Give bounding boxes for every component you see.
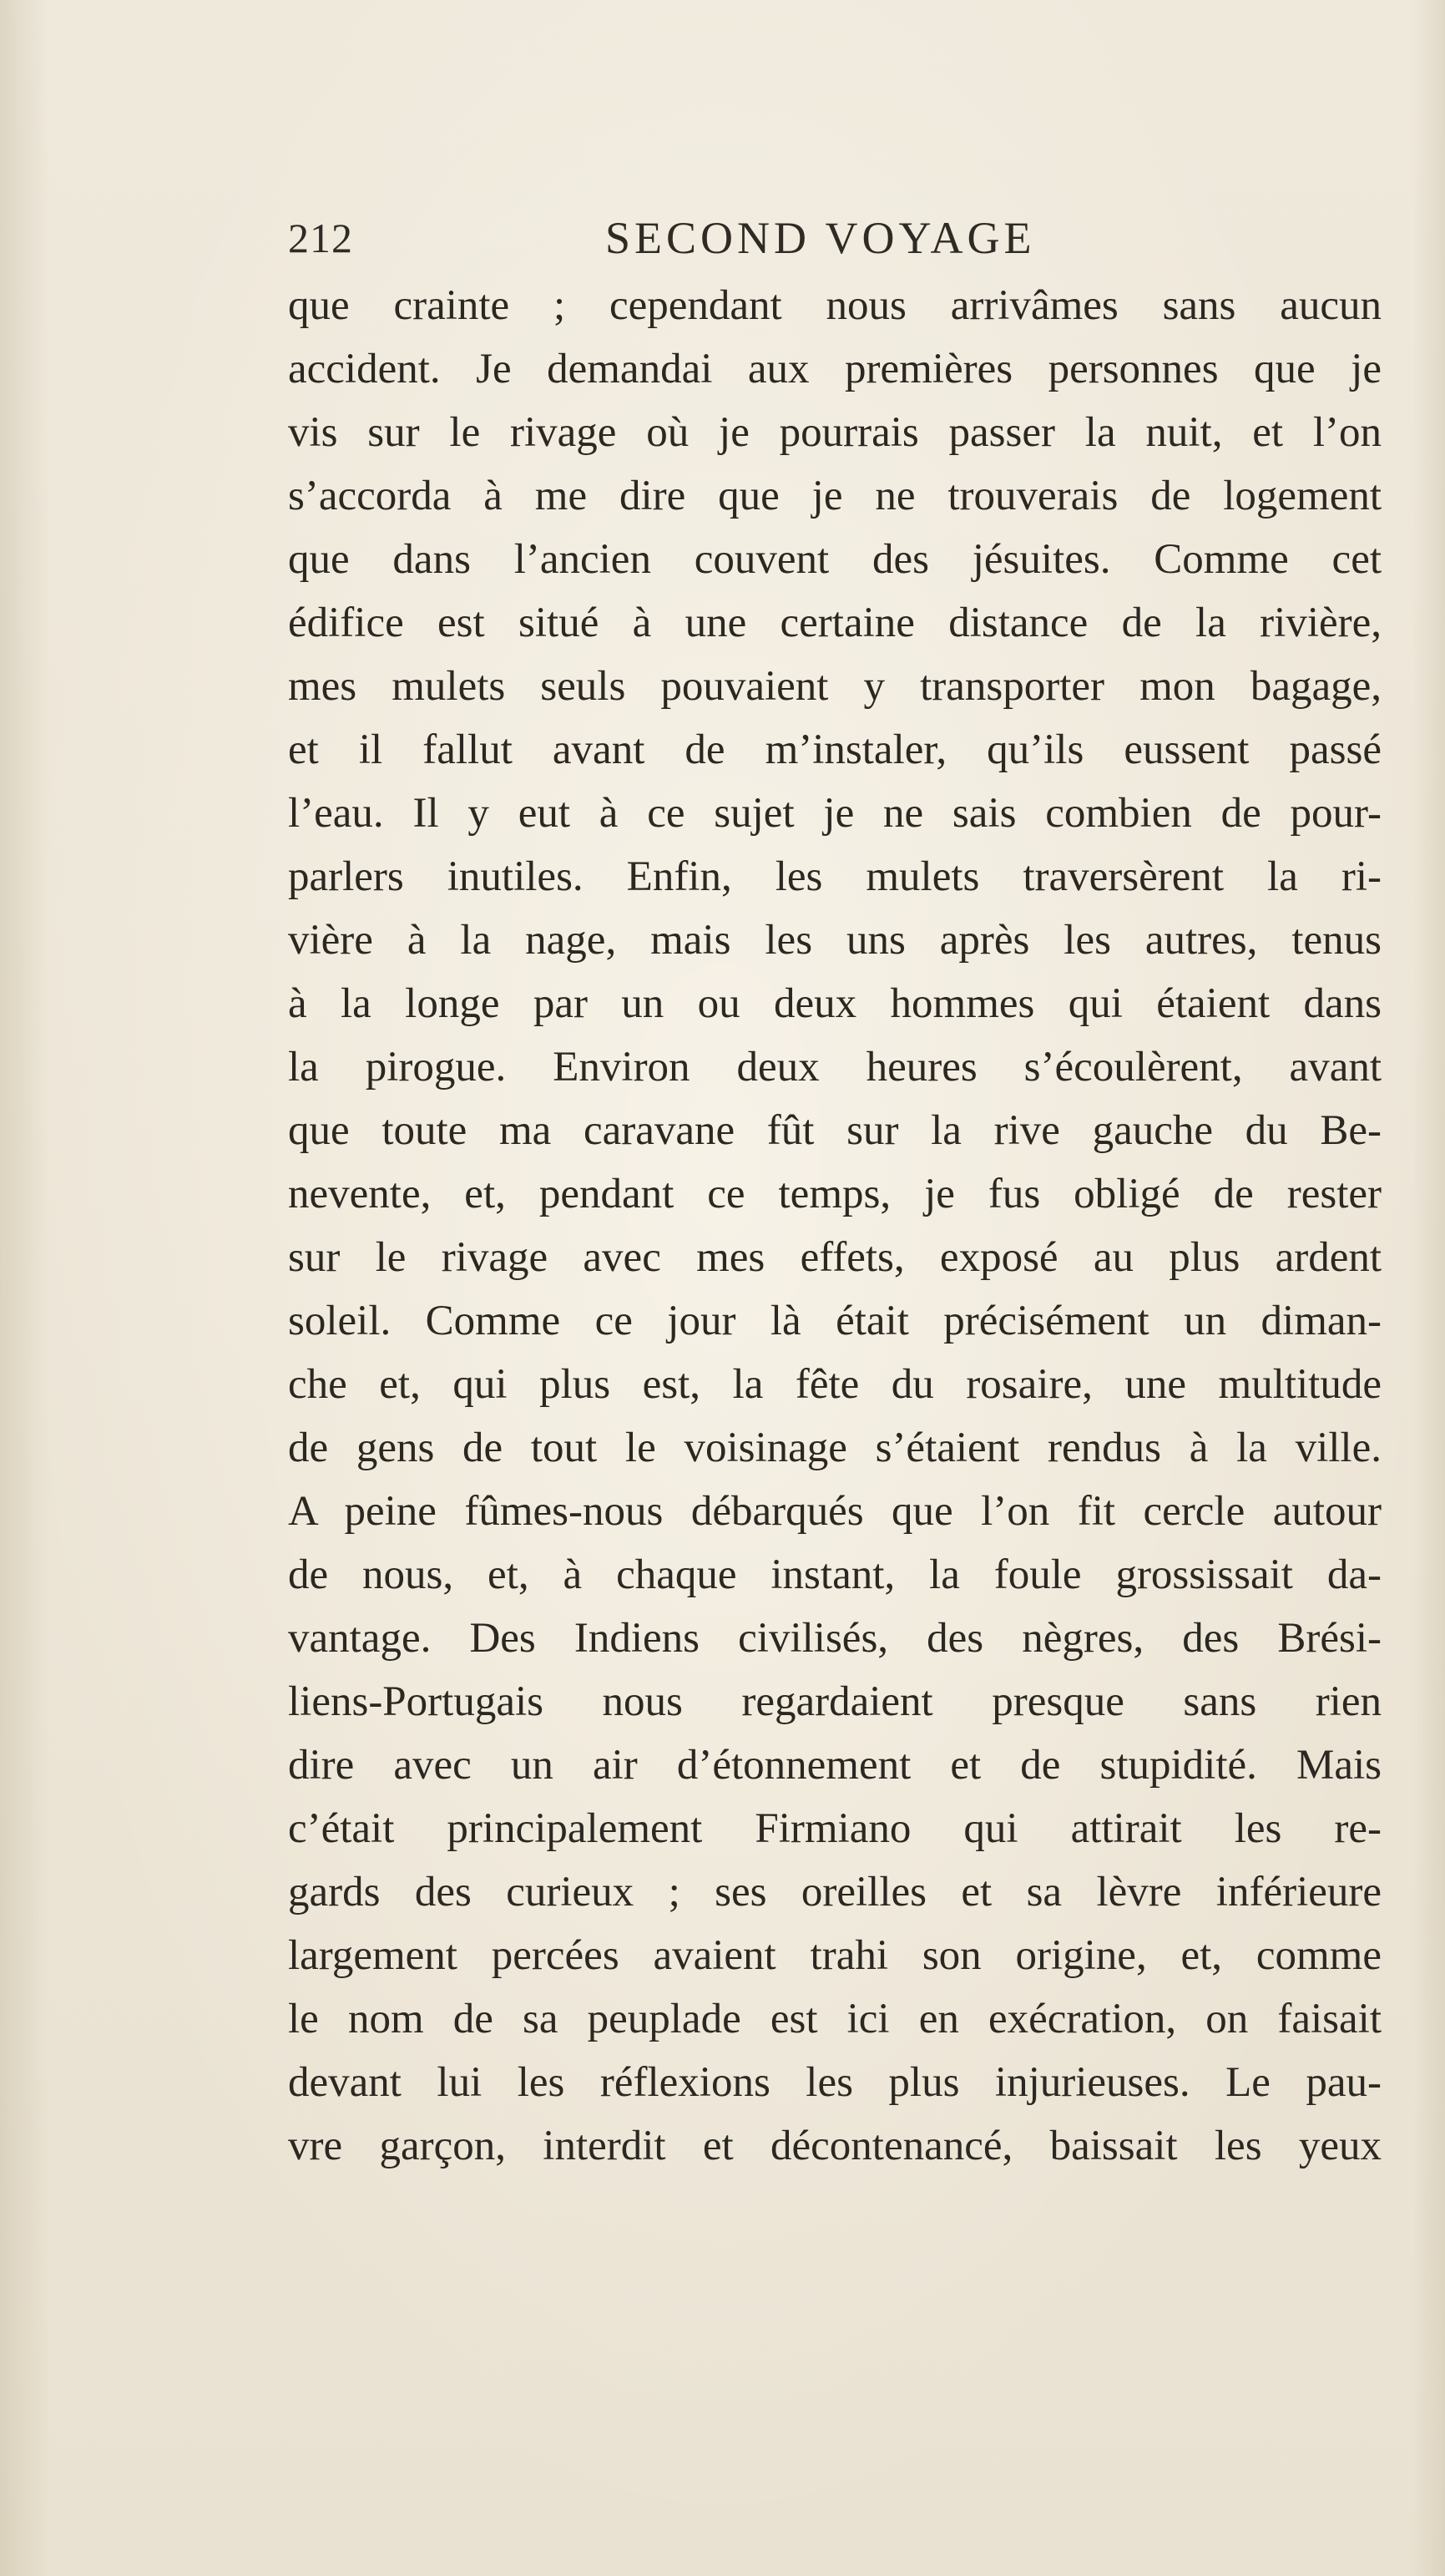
text-line: le nom de sa peuplade est ici en exécration, on faisait [288,1996,1382,2042]
page-header [288,209,1382,267]
page-number: 212 [288,215,353,261]
text-line: vière à la nage, mais les uns après les autres, tenus [288,917,1382,964]
text-line: gards des curieux ; ses oreilles et sa lèvre inférieure [288,1869,1382,1916]
text-line: liens-Portugais nous regardaient presque sans rien [288,1678,1382,1725]
text-line: de gens de tout le voisinage s’étaient rendus à la ville. [288,1425,1382,1471]
text-line: parlers inutiles. Enfin, les mulets traversèrent la ri- [288,853,1382,900]
text-line: vis sur le rivage où je pourrais passer la nuit, et l’on [288,409,1382,456]
text-line: sur le rivage avec mes effets, exposé au plus ardent [288,1234,1382,1281]
text-line: mes mulets seuls pouvaient y transporter mon bagage, [288,663,1382,710]
text-line: la pirogue. Environ deux heures s’écoulèrent, avant [288,1044,1382,1091]
text-line: de nous, et, à chaque instant, la foule grossissait da- [288,1551,1382,1598]
text-line: nevente, et, pendant ce temps, je fus obligé de rester [288,1171,1382,1217]
text-line: devant lui les réflexions les plus injurieuses. Le pau- [288,2059,1382,2106]
running-head: SECOND VOYAGE [605,213,1036,263]
text-line: que dans l’ancien couvent des jésuites. Comme cet [288,536,1382,583]
text-line: s’accorda à me dire que je ne trouverais de logement [288,473,1382,519]
text-line: c’était principalement Firmiano qui attirait les re- [288,1805,1382,1852]
text-line: et il fallut avant de m’instaler, qu’ils eussent passé [288,726,1382,773]
text-line: largement percées avaient trahi son origine, et, comme [288,1932,1382,1979]
text-line: soleil. Comme ce jour là était précisément un diman- [288,1298,1382,1344]
text-line: à la longe par un ou deux hommes qui étaient dans [288,980,1382,1027]
text-line: A peine fûmes-nous débarqués que l’on fit cercle autour [288,1488,1382,1535]
text-line: dire avec un air d’étonnement et de stupidité. Mais [288,1742,1382,1789]
text-line: che et, qui plus est, la fête du rosaire, une multitude [288,1361,1382,1408]
text-line: vre garçon, interdit et décontenancé, baissait les yeux [288,2123,1382,2169]
text-line: que toute ma caravane fût sur la rive gauche du Be- [288,1107,1382,1154]
text-line: vantage. Des Indiens civilisés, des nègres, des Brési- [288,1615,1382,1662]
text-line: que crainte ; cependant nous arrivâmes sans aucun [288,282,1382,329]
text-line: édifice est situé à une certaine distance de la rivière, [288,600,1382,646]
body-text [288,274,1382,2178]
text-line: accident. Je demandai aux premières personnes que je [288,346,1382,392]
text-line: l’eau. Il y eut à ce sujet je ne sais combien de pour- [288,790,1382,837]
